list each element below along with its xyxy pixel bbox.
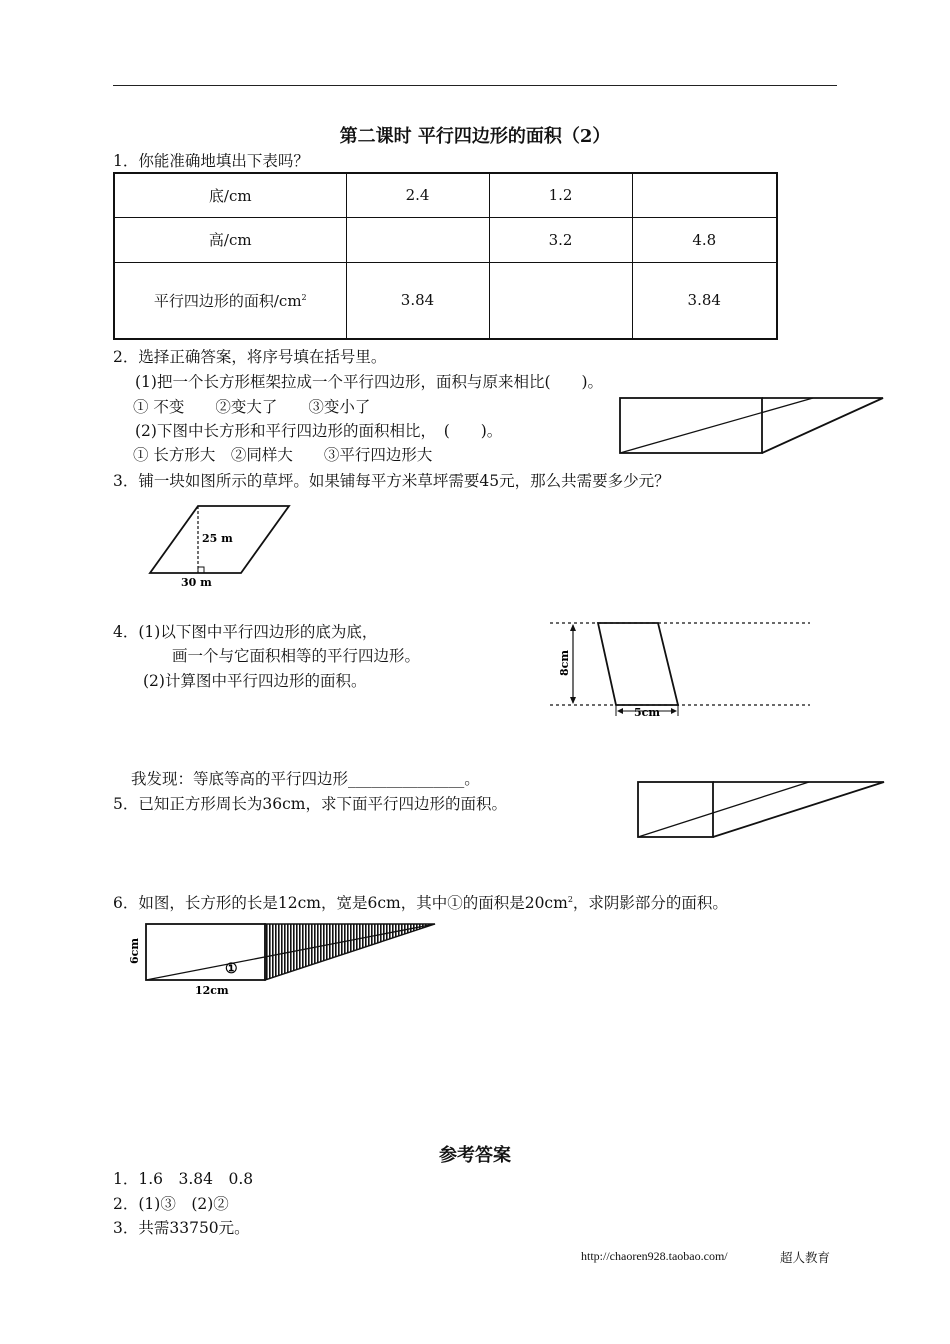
table-cell: 2.4 [346, 173, 489, 217]
table-row [114, 173, 777, 217]
answer-3: 3．共需33750元。 [113, 1219, 250, 1237]
q3-base-label: 30 m [181, 576, 212, 589]
q1-table [113, 172, 778, 340]
answer-1: 1．1.6 3.84 0.8 [113, 1170, 254, 1188]
q2-part1-options: ① 不变 ②变大了 ③变小了 [133, 398, 371, 416]
q6-height-label: 6cm [128, 938, 141, 964]
q4-height-label: 8cm [558, 650, 571, 676]
q5-text: 5．已知正方形周长为36cm，求下面平行四边形的面积。 [113, 795, 507, 813]
q4-discovery: 我发现：等底等高的平行四边形_______________。 [131, 770, 480, 788]
table-cell: 1.2 [489, 173, 632, 217]
q6-region-label: ① [225, 961, 238, 977]
q6-text-main: 6．如图，长方形的长是12cm，宽是6cm，其中①的面积是20cm [113, 894, 568, 912]
answer-2: 2．(1)③ (2)② [113, 1195, 229, 1213]
q6-shaded-figure [125, 918, 440, 1000]
table-cell: 4.8 [632, 217, 777, 262]
footer-url: http://chaoren928.taobao.com/ [581, 1249, 728, 1263]
q2-part1: (1)把一个长方形框架拉成一个平行四边形，面积与原来相比( )。 [135, 373, 604, 391]
q3-parallelogram-figure [145, 500, 295, 592]
q6-base-label: 12cm [195, 984, 229, 997]
table-cell [632, 173, 777, 217]
q3-height-label: 25 m [202, 532, 233, 545]
q2-part2: (2)下图中长方形和平行四边形的面积相比， ( )。 [135, 422, 503, 440]
page-title: 第二课时 平行四边形的面积（2） [339, 126, 611, 147]
table-row-label: 平行四边形的面积/cm [153, 291, 302, 310]
table-cell: 3.84 [346, 262, 489, 339]
q2-rectangle-parallelogram-figure [615, 394, 887, 462]
q2-text: 2．选择正确答案，将序号填在括号里。 [113, 348, 387, 366]
q4-line3: (2)计算图中平行四边形的面积。 [143, 672, 367, 690]
q4-parallelogram-figure [548, 616, 813, 720]
q5-square-parallelogram-figure [633, 776, 889, 844]
q3-text: 3．铺一块如图所示的草坪。如果铺每平方米草坪需要45元，那么共需要多少元？ [113, 472, 670, 490]
table-row [114, 262, 777, 339]
q2-part2-options: ① 长方形大 ②同样大 ③平行四边形大 [133, 446, 433, 464]
table-cell: 3.84 [632, 262, 777, 339]
table-row-label: 高/cm [114, 217, 346, 262]
table-row-label: 底/cm [114, 173, 346, 217]
q4-base-label: 5cm [634, 706, 660, 719]
q1-text: 1．你能准确地填出下表吗？ [113, 152, 309, 170]
table-cell: 3.2 [489, 217, 632, 262]
table-row [114, 217, 777, 262]
table-row-label-cell [114, 262, 346, 339]
table-cell [346, 217, 489, 262]
q6-text [113, 891, 728, 913]
q4-line2: 画一个与它面积相等的平行四边形。 [172, 647, 421, 665]
footer-brand: 超人教育 [780, 1250, 831, 1265]
header-rule [113, 85, 837, 86]
answers-heading: 参考答案 [439, 1145, 511, 1166]
q6-text-end: ，求阴影部分的面积。 [572, 894, 728, 912]
q4-line1: 4．(1)以下图中平行四边形的底为底， [113, 623, 378, 641]
table-cell [489, 262, 632, 339]
superscript: 2 [301, 292, 307, 302]
superscript: 2 [567, 894, 573, 904]
